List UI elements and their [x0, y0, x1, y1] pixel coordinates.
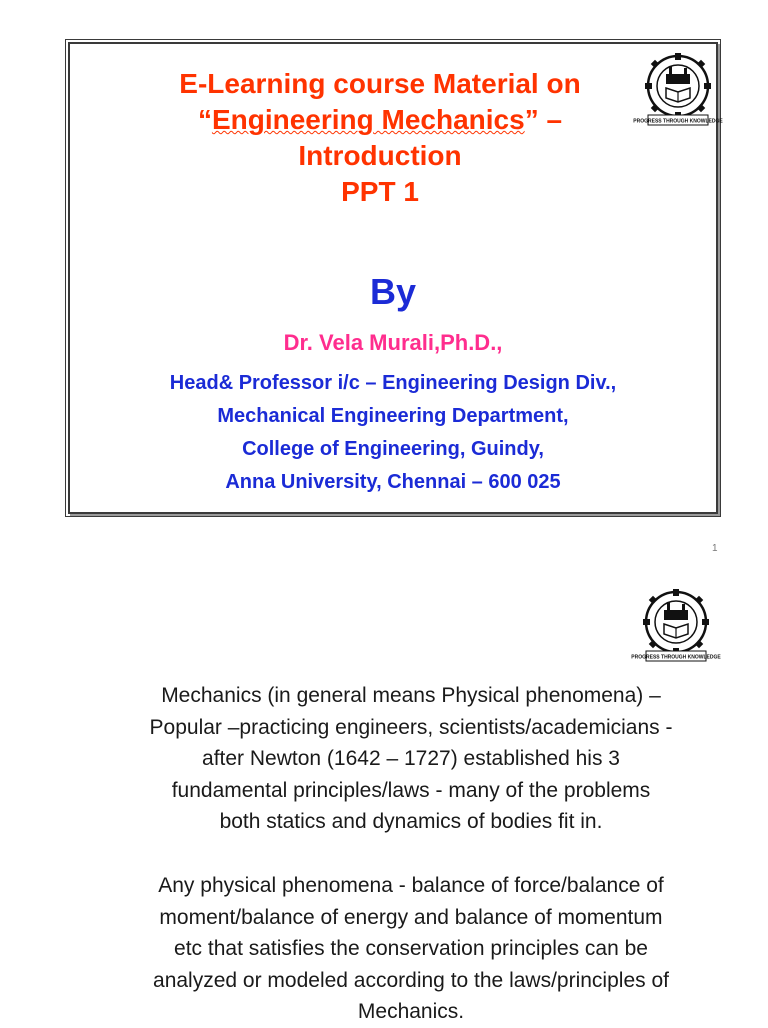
title-line-2	[70, 102, 690, 138]
paragraph-line: fundamental principles/laws - many of the problems	[171, 778, 651, 802]
author-name: Dr. Vela Murali,Ph.D.,	[283, 330, 503, 355]
logo-motto: PROGRESS THROUGH KNOWLEDGE	[633, 118, 723, 125]
affiliation-line: Mechanical Engineering Department,	[217, 405, 569, 427]
paragraph-mechanics-intro	[96, 680, 726, 838]
title-course-name: Engineering Mechanics	[211, 104, 525, 135]
paragraph-line: moment/balance of energy and balance of momentum	[159, 905, 663, 929]
title-close-quote: ” –	[524, 104, 563, 135]
university-logo	[631, 588, 721, 664]
by-label: By	[369, 271, 417, 312]
paragraph-physical-phenomena	[96, 870, 726, 1028]
slide-1	[68, 42, 723, 514]
affiliation-line: Head& Professor i/c – Engineering Design Div.,	[169, 372, 617, 394]
paragraph-line: etc that satisfies the conservation principles can be	[174, 937, 648, 960]
affiliation-line: College of Engineering, Guindy,	[242, 438, 544, 460]
university-logo	[633, 52, 723, 128]
title-line-1: E-Learning course Material on	[179, 68, 581, 99]
paragraph-line: Any physical phenomena - balance of force/balance of	[158, 874, 664, 897]
paragraph-line: Mechanics (in general means Physical phenomena) –	[161, 684, 661, 707]
title-open-quote: “	[197, 104, 212, 135]
paragraph-line: after Newton (1642 – 1727) established his 3	[202, 747, 620, 770]
page-number: 1	[712, 543, 718, 554]
logo-motto: PROGRESS THROUGH KNOWLEDGE	[631, 654, 721, 661]
paragraph-line: both statics and dynamics of bodies fit in.	[219, 810, 603, 833]
title-line-3: Introduction	[298, 140, 462, 171]
affiliation-line: Anna University, Chennai – 600 025	[225, 471, 561, 493]
author-affiliation	[70, 367, 716, 499]
paragraph-line: analyzed or modeled according to the laws/principles of	[153, 968, 669, 992]
paragraph-line: Popular –practicing engineers, scientists/academicians -	[149, 715, 673, 739]
title-line-4: PPT 1	[341, 176, 419, 207]
paragraph-line: Mechanics.	[357, 1000, 465, 1023]
slide-title	[70, 66, 690, 210]
